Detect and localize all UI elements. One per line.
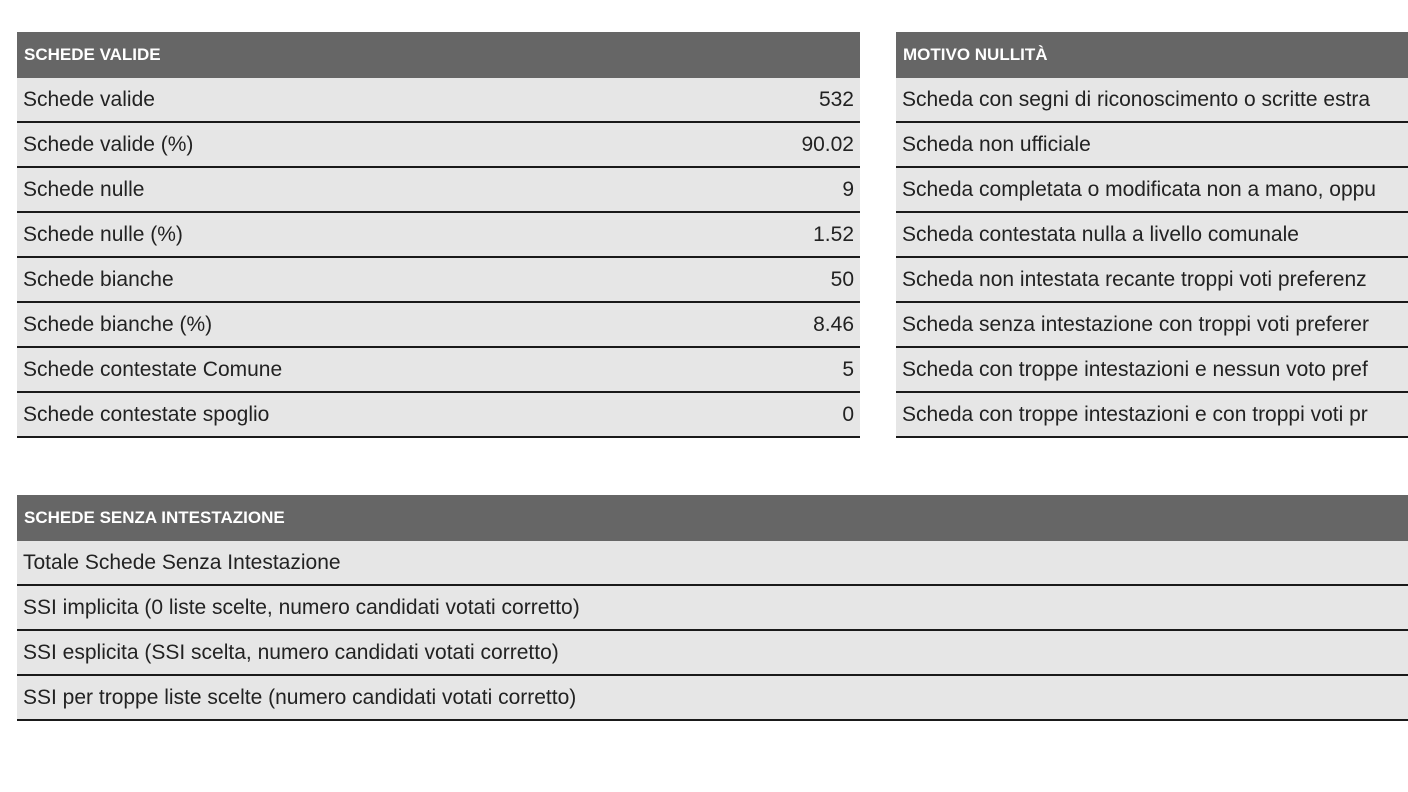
table-row [17,675,1408,720]
table-header-row [17,32,860,78]
motivo-nullita-header: MOTIVO NULLITÀ [896,32,1408,78]
table-row [17,541,1408,585]
table-row [17,212,860,257]
table-row [17,630,1408,675]
table-row [17,347,860,392]
row-value: 532 [717,78,860,122]
row-label: SSI per troppe liste scelte (numero candidati votati corretto) [17,675,1408,720]
schede-valide-header: SCHEDE VALIDE [17,32,860,78]
table-row [896,167,1408,212]
table-header-row [896,32,1408,78]
schede-senza-intestazione-table [17,495,1408,721]
table-row [896,347,1408,392]
row-label: Totale Schede Senza Intestazione [17,541,1408,585]
row-label: Schede nulle [17,167,717,212]
row-value: 50 [717,257,860,302]
row-label: Schede valide (%) [17,122,717,167]
table-row [17,122,860,167]
row-label: SSI esplicita (SSI scelta, numero candidati votati corretto) [17,630,1408,675]
row-label: Schede valide [17,78,717,122]
table-row [17,78,860,122]
row-label: SSI implicita (0 liste scelte, numero candidati votati corretto) [17,585,1408,630]
row-label: Scheda non intestata recante troppi voti preferenz [896,257,1408,302]
row-label: Scheda completata o modificata non a mano, oppu [896,167,1408,212]
row-label: Scheda contestata nulla a livello comunale [896,212,1408,257]
table-row [896,212,1408,257]
row-label: Schede contestate Comune [17,347,717,392]
row-value: 8.46 [717,302,860,347]
row-label: Scheda non ufficiale [896,122,1408,167]
row-value: 5 [717,347,860,392]
row-value: 0 [717,392,860,437]
row-value: 9 [717,167,860,212]
table-row [17,392,860,437]
schede-valide-table [17,32,860,438]
motivo-nullita-table [896,32,1408,438]
table-row [896,302,1408,347]
table-row [896,122,1408,167]
table-row [17,167,860,212]
table-row [17,302,860,347]
row-label: Schede nulle (%) [17,212,717,257]
row-label: Scheda con troppe intestazioni e nessun voto pref [896,347,1408,392]
schede-senza-intestazione-header: SCHEDE SENZA INTESTAZIONE [17,495,1408,541]
row-value: 90.02 [717,122,860,167]
row-label: Schede bianche [17,257,717,302]
table-row [896,78,1408,122]
table-row [896,392,1408,437]
row-label: Schede contestate spoglio [17,392,717,437]
row-label: Schede bianche (%) [17,302,717,347]
table-row [896,257,1408,302]
table-header-row [17,495,1408,541]
table-row [17,585,1408,630]
row-value: 1.52 [717,212,860,257]
row-label: Scheda con segni di riconoscimento o scritte estra [896,78,1408,122]
row-label: Scheda senza intestazione con troppi voti preferer [896,302,1408,347]
row-label: Scheda con troppe intestazioni e con troppi voti pr [896,392,1408,437]
table-row [17,257,860,302]
